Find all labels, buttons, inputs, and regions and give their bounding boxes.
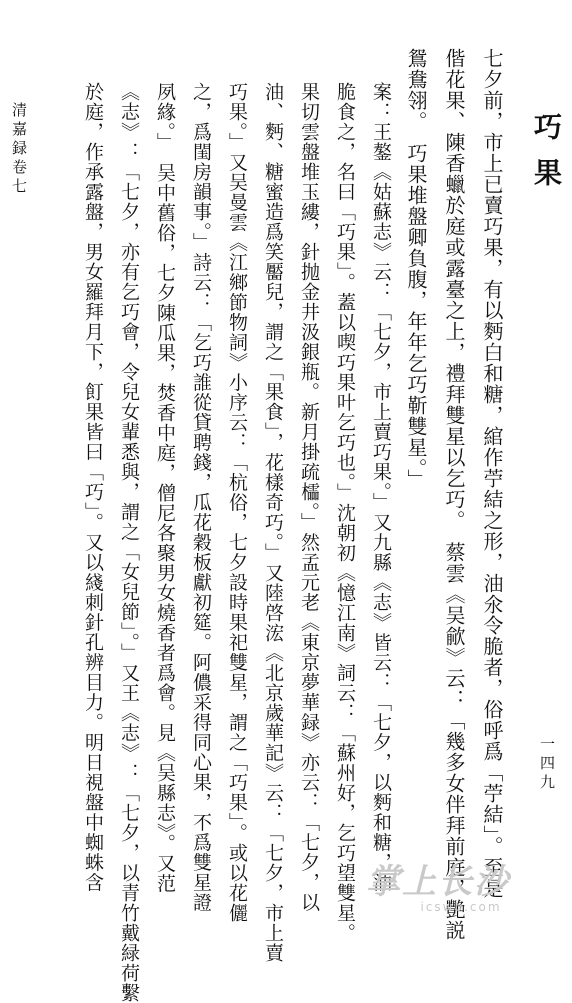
text-column-6: 果切雲盤堆玉縷，針抛金井汲銀瓶。新月掛疏櫺。」然孟元老《東京夢華録》亦云：「七夕，以 bbox=[298, 82, 320, 913]
text-column-3: 鴛鴦翎。 巧果堆盤卿負腹，年年乞巧靳雙星。」 bbox=[404, 48, 428, 490]
text-column-9: 之，爲閨房韻事。」詩云：「乞巧誰從貸聘錢，瓜花穀板獻初筵。阿儂采得同心果，不爲雙星證 bbox=[190, 82, 212, 913]
book-name-footer: 清嘉録卷七 bbox=[10, 102, 28, 197]
watermark-site-name: 掌上长沙 bbox=[366, 862, 510, 902]
text-column-10: 夙緣。」 吴中舊俗，七夕陳瓜果，焚香中庭，僧尼各聚男女燒香者爲會。見《吴縣志》。又范 bbox=[154, 82, 176, 894]
text-column-12: 於庭，作承露盤，男女羅拜月下，飣果皆曰「巧」。又以綫刺針孔辨目力。明日視盤中蜘蛛含 bbox=[82, 82, 104, 893]
text-column-7: 油、麪、糖蜜造爲笑靨兒，謂之「果食」，花樣奇巧。」又陸啓浤《北京歲華記》云：「七夕，市上賣 bbox=[262, 82, 284, 963]
text-column-4: 案：王鏊《姑蘇志》云：「七夕，市上賣巧果。」又九縣《志》皆云：「七夕，以麪和糖，油 bbox=[370, 82, 392, 893]
watermark-site-url: icswb.com bbox=[420, 900, 502, 914]
text-column-2: 偕花果、陳香蠟於庭或露臺之上，禮拜雙星以乞巧。 蔡雲《吴歈》云：「幾多女伴拜前庭，艷説 bbox=[442, 48, 466, 941]
site-watermark bbox=[366, 864, 556, 920]
page-title: 巧果 bbox=[530, 112, 563, 204]
text-column-8: 巧果。」又吴曼雲《江鄉節物詞》小序云：「杭俗，七夕設時果祀雙星，謂之「巧果」。或以花儷 bbox=[226, 82, 248, 923]
text-column-1: 七夕前，市上已賣巧果，有以麪白和糖，綰作苧結之形，油氽令脆者，俗呼爲「苧結」。至是 bbox=[480, 48, 504, 899]
text-column-5: 脆食之，名曰「巧果」。蓋以喫巧果叶乞巧也。」沈朝初《憶江南》詞云：「蘇州好，乞巧望雙星。 bbox=[334, 82, 356, 943]
text-column-11: 《志》：「七夕，亦有乞巧會，令兒女輩悉與，謂之「女兒節」。」又王《志》：「七夕，以青竹戴緑荷繫 bbox=[118, 82, 140, 1003]
page-number: 一四九 bbox=[538, 736, 556, 793]
